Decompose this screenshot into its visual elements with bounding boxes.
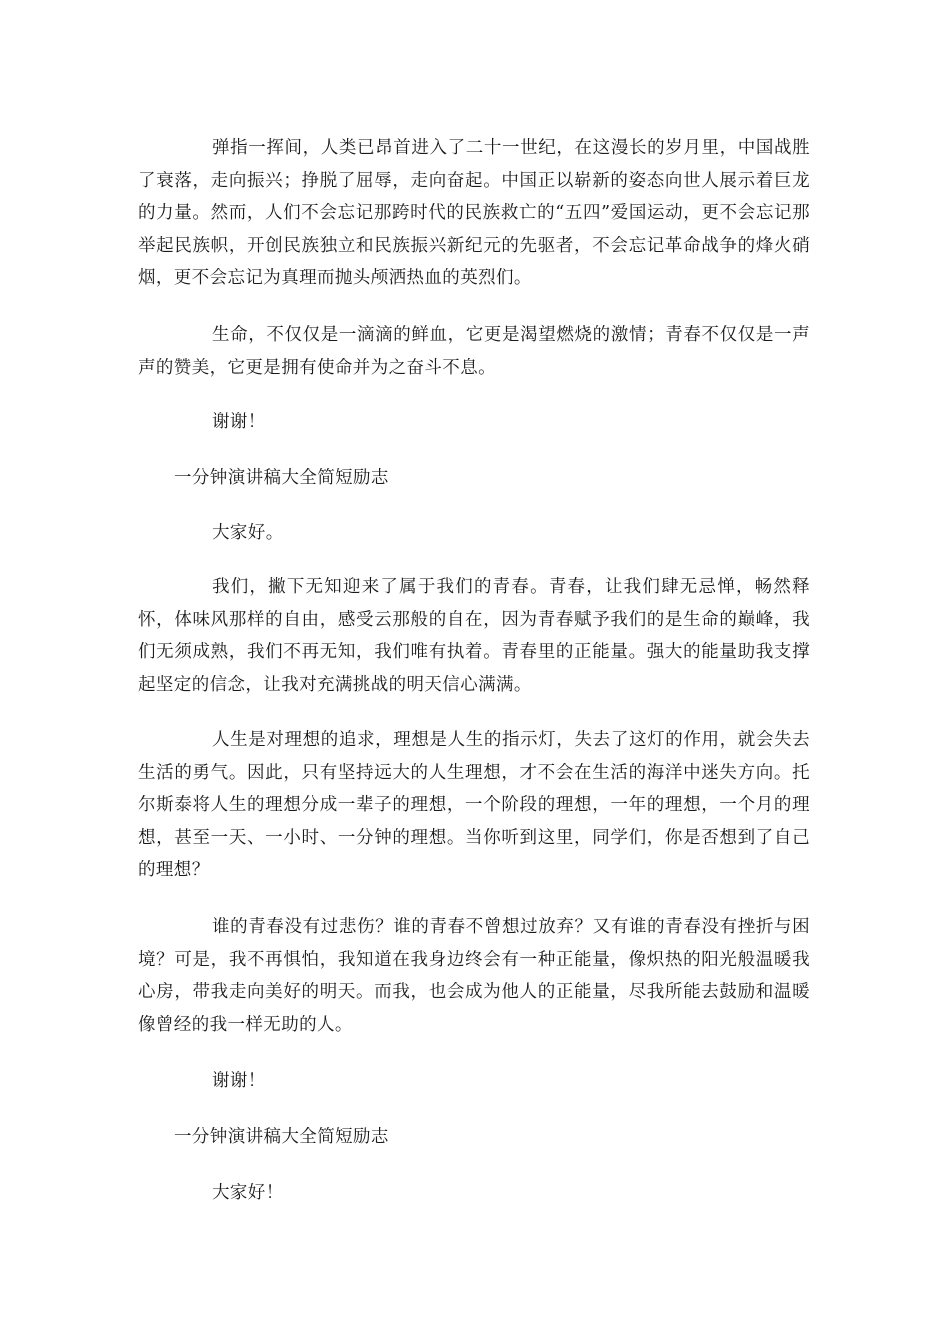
section-heading: 一分钟演讲稿大全简短励志 bbox=[174, 468, 389, 488]
greeting: 大家好！ bbox=[212, 1183, 284, 1203]
paragraph-hardship: 谁的青春没有过悲伤？谁的青春不曾想过放弃？又有谁的青春没有挫折与困境？可是，我不再惧怕，我知道在我身边终会有一种正能量，像炽热的阳光般温暖我心房，带我走向美好的明天。而我，也会成为他人的正能量，尽我所能去鼓励和温暖像曾经的我一样无助的人。 bbox=[138, 917, 810, 1035]
closing-thanks: 谢谢！ bbox=[212, 1071, 266, 1091]
closing-thanks: 谢谢！ bbox=[212, 412, 266, 432]
paragraph-youth-energy: 我们，撇下无知迎来了属于我们的青春。青春，让我们肆无忌惮，畅然释怀，体味风那样的自由，感受云那般的自在，因为青春赋予我们的是生命的巅峰，我们无须成熟，我们不再无知，我们唯有执着。青春里的正能量。强大的能量助我支撑起坚定的信念，让我对充满挑战的明天信心满满。 bbox=[138, 577, 810, 695]
paragraph-history: 弹指一挥间，人类已昂首进入了二十一世纪，在这漫长的岁月里，中国战胜了衰落，走向振兴；挣脱了屈辱，走向奋起。中国正以崭新的姿态向世人展示着巨龙的力量。然而，人们不会忘记那跨时代的民族救亡的“五四”爱国运动，更不会忘记那举起民族帜，开创民族独立和民族振兴新纪元的先驱者，不会忘记革命战争的烽火硝烟，更不会忘记为真理而抛头颅洒热血的英烈们。 bbox=[138, 138, 810, 288]
greeting: 大家好。 bbox=[212, 523, 284, 543]
section-heading: 一分钟演讲稿大全简短励志 bbox=[174, 1127, 389, 1147]
paragraph-ideals: 人生是对理想的追求，理想是人生的指示灯，失去了这灯的作用，就会失去生活的勇气。因此，只有坚持远大的人生理想，才不会在生活的海洋中迷失方向。托尔斯泰将人生的理想分成一辈子的理想，一个阶段的理想，一年的理想，一个月的理想，甚至一天、一小时、一分钟的理想。当你听到这里，同学们，你是否想到了自己的理想？ bbox=[138, 730, 810, 880]
paragraph-life-youth: 生命，不仅仅是一滴滴的鲜血，它更是渴望燃烧的激情；青春不仅仅是一声声的赞美，它更是拥有使命并为之奋斗不息。 bbox=[138, 325, 810, 378]
